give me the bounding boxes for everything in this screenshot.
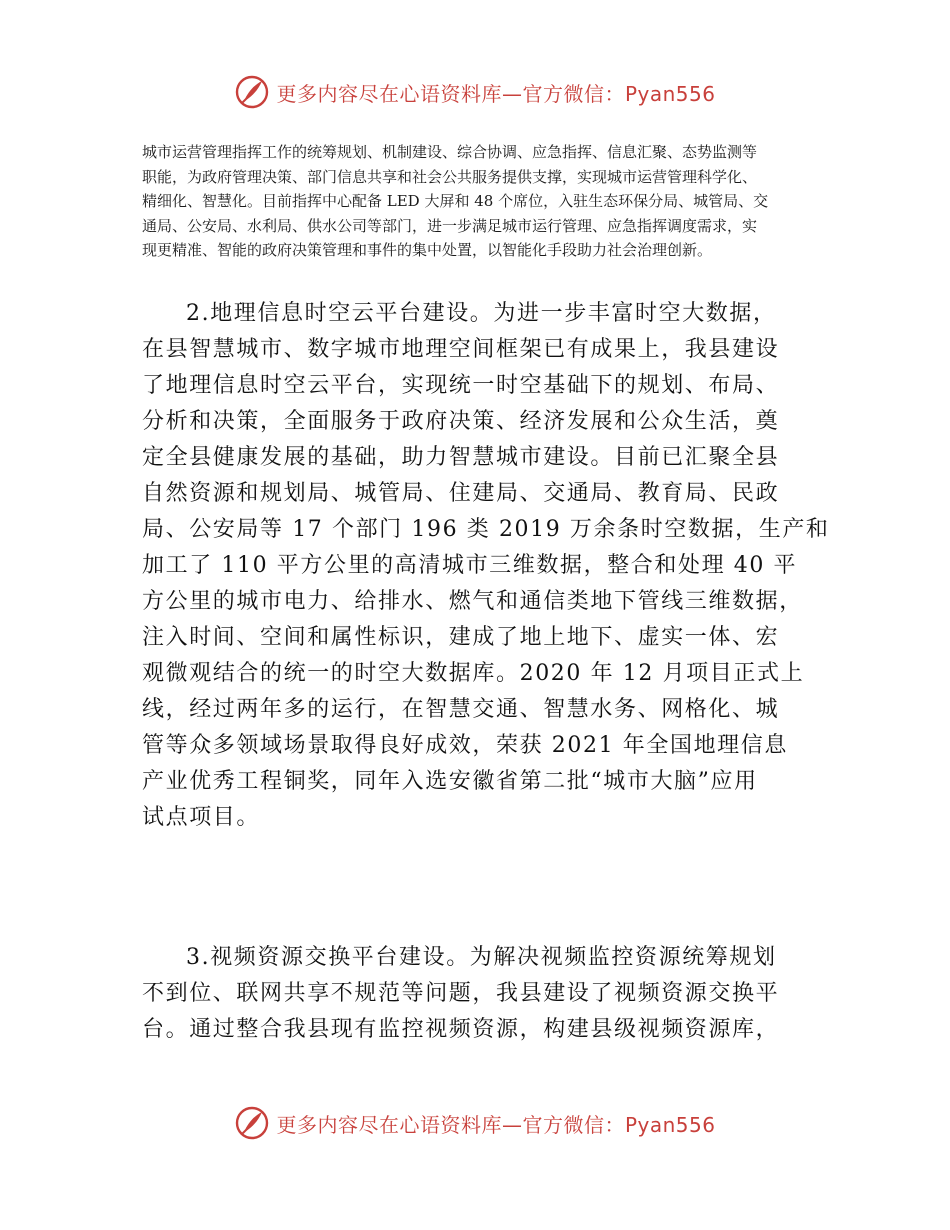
watermark-banner-top bbox=[0, 72, 950, 112]
text-line: 线，经过两年多的运行，在智慧交通、智慧水务、网格化、城 bbox=[142, 697, 780, 722]
text-line: 方公里的城市电力、给排水、燃气和通信类地下管线三维数据， bbox=[142, 589, 803, 614]
text-line: 不到位、联网共享不规范等问题，我县建设了视频资源交换平 bbox=[142, 981, 780, 1006]
text-line: 试点项目。 bbox=[142, 805, 261, 830]
text-line: 定全县健康发展的基础，助力智慧城市建设。目前已汇聚全县 bbox=[142, 445, 780, 470]
intro-paragraph bbox=[142, 140, 822, 263]
text-line: 3.视频资源交换平台建设。为解决视频监控资源统筹规划 bbox=[186, 945, 777, 970]
text-line: 观微观结合的统一的时空大数据库。2020 年 12 月项目正式上 bbox=[142, 661, 805, 686]
text-line: 产业优秀工程铜奖，同年入选安徽省第二批“城市大脑”应用 bbox=[142, 769, 758, 794]
text-line: 职能，为政府管理决策、部门信息共享和社会公共服务提供支撑，实现城市运营管理科学化、 bbox=[142, 167, 758, 186]
text-line: 加工了 110 平方公里的高清城市三维数据，整合和处理 40 平 bbox=[142, 553, 798, 578]
text-line: 台。通过整合我县现有监控视频资源，构建县级视频资源库， bbox=[142, 1017, 780, 1042]
feather-pen-icon bbox=[234, 1105, 270, 1141]
section-2-paragraph bbox=[142, 296, 830, 836]
text-line: 城市运营管理指挥工作的统筹规划、机制建设、综合协调、应急指挥、信息汇聚、态势监测等 bbox=[142, 143, 758, 161]
text-line: 自然资源和规划局、城管局、住建局、交通局、教育局、民政 bbox=[142, 481, 780, 506]
watermark-text: 更多内容尽在心语资料库—官方微信：Pyan556 bbox=[276, 81, 716, 106]
text-line: 现更精准、智能的政府决策管理和事件的集中处置，以智能化手段助力社会治理创新。 bbox=[142, 241, 713, 260]
watermark-text: 更多内容尽在心语资料库—官方微信：Pyan556 bbox=[276, 1112, 716, 1137]
section-3-paragraph bbox=[142, 940, 822, 1048]
feather-pen-icon bbox=[234, 74, 270, 110]
text-line: 注入时间、空间和属性标识，建成了地上地下、虚实一体、宏 bbox=[142, 625, 780, 650]
text-line: 在县智慧城市、数字城市地理空间框架已有成果上，我县建设 bbox=[142, 337, 780, 362]
watermark-banner-bottom bbox=[0, 1103, 950, 1143]
text-line: 2.地理信息时空云平台建设。为进一步丰富时空大数据， bbox=[186, 301, 777, 326]
text-line: 局、公安局等 17 个部门 196 类 2019 万余条时空数据，生产和 bbox=[142, 517, 830, 542]
text-line: 分析和决策，全面服务于政府决策、经济发展和公众生活，奠 bbox=[142, 409, 780, 434]
text-line: 管等众多领域场景取得良好成效，荣获 2021 年全国地理信息 bbox=[142, 733, 788, 758]
text-line: 精细化、智慧化。目前指挥中心配备 LED 大屏和 48 个席位，入驻生态环保分局、城管局、交 bbox=[142, 192, 769, 211]
text-line: 通局、公安局、水利局、供水公司等部门，进一步满足城市运行管理、应急指挥调度需求，实 bbox=[142, 216, 758, 235]
text-line: 了地理信息时空云平台，实现统一时空基础下的规划、布局、 bbox=[142, 373, 780, 398]
